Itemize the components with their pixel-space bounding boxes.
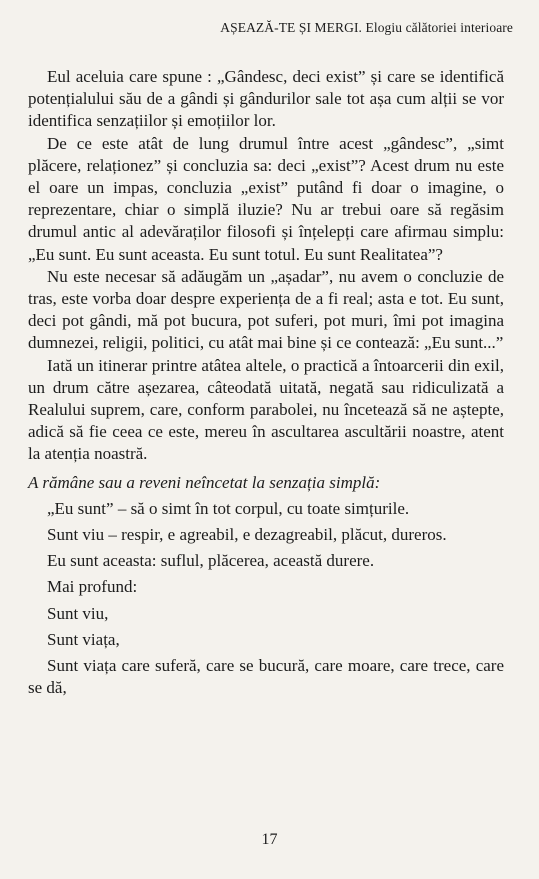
verse-line: Mai profund:	[47, 577, 138, 597]
paragraph: Eul aceluia care spune : „Gândesc, deci exist” și care se identifică potențialului său de a gândi și gândurilor sale tot așa cum alții se vor identifica senzațiilor și emoțiilor lor.	[28, 67, 504, 131]
paragraph: Iată un itinerar printre atâtea altele, o practică a întoarcerii din exil, un drum către așezarea, câteodată uitată, negată sau ridiculizată a Realului suprem, care, conform parabolei, nu încetează să ne aștepte, adică să fie ceea ce este, mereu în ascultarea ascultării noastre, atent la atenția noastră.	[28, 355, 504, 464]
verse-line: Sunt viața,	[47, 629, 120, 649]
paragraph: De ce este atât de lung drumul între acest „gândesc”, „simt plăcere, relaționez” și concluzia sa: deci „exist”? Acest drum nu este el oare un impas, concluzia „exist” putând fi doar o imagine, o reprezentare, chiar o simplă iluzie? Nu ar trebui oare să regăsim drumul antic al adevăraților filosofi și înțelepți care afirmau simplu: „Eu sunt. Eu sunt aceasta. Eu sunt totul. Eu sunt Realitatea”?	[28, 133, 504, 264]
page-body	[28, 66, 504, 699]
verse-line: „Eu sunt” – să o simt în tot corpul, cu toate simțurile.	[47, 498, 410, 518]
page-number: 17	[261, 831, 278, 848]
paragraph: Sunt viața care suferă, care se bucură, care moare, care trece, care se dă,	[28, 656, 504, 698]
italic-heading: A rămâne sau a reveni neîncetat la senzația simplă:	[28, 472, 381, 492]
verse-line: Sunt viu,	[47, 603, 109, 623]
verse-line: Sunt viu – respir, e agreabil, e dezagreabil, plăcut, dureros.	[47, 525, 447, 545]
running-header: AȘEAZĂ-TE ȘI MERGI. Elogiu călătoriei interioare	[220, 20, 513, 35]
verse-line: Eu sunt aceasta: suflul, plăcerea, această durere.	[47, 551, 375, 571]
paragraph: Nu este necesar să adăugăm un „așadar”, nu avem o concluzie de tras, este vorba doar despre experiența de a fi real; asta e tot. Eu sunt, deci pot gândi, mă pot bucura, pot suferi, pot muri, îmi pot imagina dumnezei, religii, politici, cu atât mai bine și ce contează: „Eu sunt...”	[28, 266, 504, 353]
